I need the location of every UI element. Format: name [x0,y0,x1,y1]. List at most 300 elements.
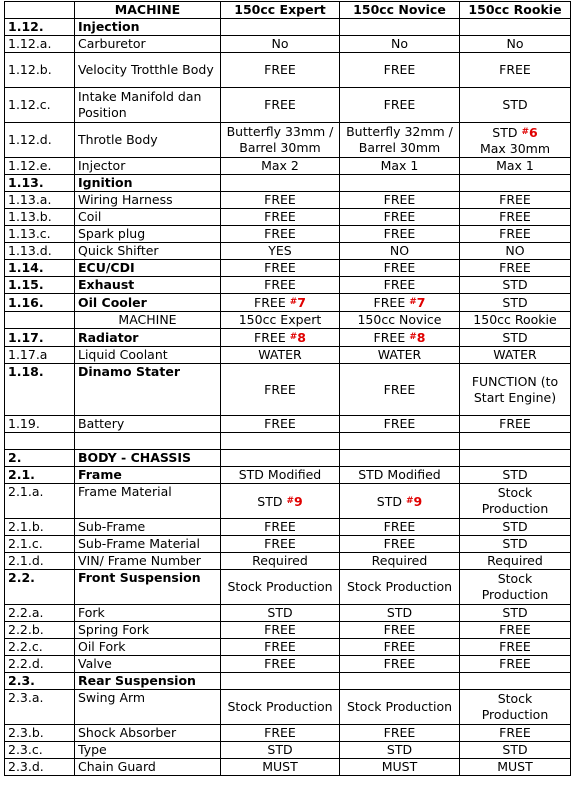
cell-name [75,277,221,294]
cell-text: FREE [254,330,286,345]
cell-rookie [460,226,571,243]
cell-text: FREE [264,62,296,77]
cell-text: Required [487,553,543,568]
cell-text: FREE [383,519,416,534]
table-row [5,209,571,226]
cell-rookie [460,347,571,364]
cell-no [5,433,75,450]
cell-text: FREE [499,62,531,77]
cell-text: FREE [264,209,296,224]
cell-rookie [460,53,571,88]
cell-text: Sub-Frame [78,519,146,534]
cell-no [5,88,75,123]
footnote-number: 8 [416,330,426,345]
cell-name [75,519,221,536]
table-row [5,277,571,294]
footnote-prefix: # [409,332,417,342]
cell-novice [340,364,460,416]
cell-expert [221,570,340,605]
cell-no [5,467,75,484]
cell-text: 2.2.d. [8,656,44,671]
cell-text: FREE [264,226,296,241]
cell-text: Ignition [78,175,133,190]
cell-text: Wiring Harness [78,192,173,207]
cell-text: MUST [497,759,533,774]
cell-expert [221,467,340,484]
cell-text: 1.18. [8,364,44,379]
cell-no [5,622,75,639]
cell-rookie [460,759,571,776]
footnote-number: 9 [413,493,423,509]
cell-text: 2.3.d. [8,759,44,774]
cell-no [5,2,75,19]
cell-text: WATER [493,347,537,362]
cell-no [5,673,75,690]
cell-text: Dinamo Stater [78,364,180,379]
cell-text: 2.1.b. [8,519,44,534]
cell-text: FREE [499,639,531,654]
cell-text: FREE [264,416,296,431]
cell-text: FREE [264,656,296,671]
cell-name [75,656,221,673]
cell-novice [340,536,460,553]
cell-novice [340,467,460,484]
cell-novice [340,725,460,742]
cell-text: 2.2. [8,570,35,585]
cell-novice [340,347,460,364]
table-row [5,88,571,123]
cell-name [75,553,221,570]
cell-text: Spark plug [78,226,146,241]
cell-text: Fork [78,605,105,620]
cell-rookie [460,260,571,277]
cell-text: STD Modified [238,467,322,482]
cell-no [5,36,75,53]
cell-text: FREE [264,536,296,551]
cell-no [5,123,75,158]
cell-expert [221,294,340,312]
cell-name [75,570,221,605]
cell-text: Stock Production [481,691,549,722]
cell-name [75,536,221,553]
cell-text: Front Suspension [78,570,201,585]
cell-text: 1.13. [8,175,44,190]
cell-text: STD [502,536,528,551]
cell-text: Intake Manifold dan Position [78,89,202,120]
table-row [5,519,571,536]
cell-name [75,226,221,243]
table-row [5,622,571,639]
cell-text: FREE [254,295,286,310]
cell-text: 1.12.c. [8,97,51,112]
cell-expert [221,416,340,433]
cell-name [75,639,221,656]
cell-text: FREE [383,277,416,292]
cell-text: Chain Guard [78,759,156,774]
cell-text: 150cc Expert [238,312,322,327]
table-row [5,742,571,759]
cell-novice [340,484,460,519]
cell-novice [340,312,460,329]
cell-name [75,243,221,260]
cell-novice [340,450,460,467]
cell-novice [340,175,460,192]
cell-text: Required [252,553,308,568]
cell-text: FREE [264,260,296,275]
cell-name [75,759,221,776]
cell-text: Injection [78,19,140,34]
cell-text: Velocity Trotthle Body [78,62,214,77]
cell-text: Stock Production [481,485,549,516]
cell-text: Exhaust [78,277,135,292]
cell-text: 1.17.a [8,347,48,362]
cell-rookie [460,277,571,294]
cell-text: 2.3.b. [8,725,44,740]
cell-no [5,742,75,759]
cell-name [75,605,221,622]
cell-text: Spring Fork [78,622,150,637]
cell-text: Stock Production [481,571,549,602]
cell-text: STD [386,742,413,757]
table-row [5,673,571,690]
cell-text: FREE [499,192,531,207]
cell-no [5,312,75,329]
cell-text: STD [502,519,528,534]
cell-text: FREE [264,381,296,397]
cell-novice [340,294,460,312]
cell-text: YES [268,243,292,258]
cell-text: FREE [499,622,531,637]
cell-text: 1.14. [8,260,44,275]
cell-novice [340,570,460,605]
cell-name [75,690,221,725]
cell-novice [340,19,460,36]
cell-novice [340,416,460,433]
cell-text: FREE [383,639,416,654]
cell-name [75,329,221,347]
cell-text: ECU/CDI [78,260,135,275]
cell-text: Type [78,742,107,757]
cell-extra: Max 30mm [479,140,551,156]
cell-name [75,450,221,467]
cell-no [5,536,75,553]
cell-rookie [460,450,571,467]
cell-rookie [460,519,571,536]
cell-no [5,175,75,192]
cell-text: 150cc Expert [234,2,326,17]
cell-rookie [460,639,571,656]
cell-expert [221,519,340,536]
cell-text: 2.1. [8,467,35,482]
table-row [5,329,571,347]
cell-text: Butterfly 32mm / Barrel 30mm [346,124,453,155]
cell-text: Shock Absorber [78,725,177,740]
cell-name [75,175,221,192]
cell-rookie [460,742,571,759]
cell-expert [221,759,340,776]
cell-text: Max 1 [496,158,534,173]
cell-no [5,209,75,226]
cell-expert [221,192,340,209]
footnote-marker [290,330,306,345]
cell-name [75,622,221,639]
cell-no [5,450,75,467]
cell-text: Carburetor [78,36,146,51]
cell-text: Stock Production [346,699,453,714]
cell-expert [221,175,340,192]
cell-name [75,467,221,484]
cell-text: FREE [383,381,416,397]
cell-text: 1.13.c. [8,226,51,241]
cell-name [75,364,221,416]
cell-text: No [271,36,289,51]
cell-text: FREE [499,416,531,431]
table-row [5,53,571,88]
cell-text: FREE [264,622,296,637]
cell-expert [221,742,340,759]
cell-no [5,725,75,742]
cell-no [5,364,75,416]
cell-text: STD [502,294,528,310]
cell-no [5,158,75,175]
cell-text: 1.12.d. [8,132,52,147]
cell-no [5,19,75,36]
cell-expert [221,260,340,277]
cell-rookie [460,673,571,690]
cell-name [75,209,221,226]
cell-novice [340,759,460,776]
cell-rookie [460,2,571,19]
cell-novice [340,209,460,226]
cell-text: STD [502,277,528,292]
cell-text: MACHINE [118,312,177,327]
table-row [5,553,571,570]
table-row [5,175,571,192]
cell-text: BODY - CHASSIS [78,450,191,465]
cell-text: STD [502,467,528,482]
cell-text: 150cc Novice [353,2,446,17]
table-row [5,536,571,553]
cell-rookie [460,536,571,553]
table-row [5,123,571,158]
cell-text: Oil Fork [78,639,126,654]
cell-text: STD [267,605,293,620]
cell-novice [340,656,460,673]
cell-expert [221,312,340,329]
cell-text: 2.1.a. [8,484,44,499]
cell-text: Max 2 [261,158,299,173]
cell-text: FREE [383,536,416,551]
cell-rookie [460,605,571,622]
cell-expert [221,347,340,364]
cell-text: NO [505,243,525,258]
cell-no [5,243,75,260]
cell-text: FREE [383,62,416,77]
cell-expert [221,53,340,88]
cell-text: 1.15. [8,277,44,292]
cell-expert [221,484,340,519]
cell-no [5,329,75,347]
cell-no [5,53,75,88]
table-row [5,450,571,467]
footnote-marker [409,330,425,345]
cell-no [5,656,75,673]
cell-name [75,88,221,123]
footnote-number: 7 [416,295,426,310]
cell-no [5,553,75,570]
table-row [5,690,571,725]
cell-rookie [460,622,571,639]
cell-name [75,2,221,19]
cell-text: Stock Production [227,699,333,714]
cell-rookie [460,88,571,123]
cell-expert [221,725,340,742]
cell-text: Sub-Frame Material [78,536,201,551]
cell-name [75,347,221,364]
table-row [5,656,571,673]
cell-no [5,605,75,622]
cell-expert [221,243,340,260]
table-row [5,294,571,312]
cell-text: Stock Production [227,579,333,594]
table-row [5,19,571,36]
table-row [5,605,571,622]
table-row [5,364,571,416]
cell-text: FREE [264,519,296,534]
cell-name [75,312,221,329]
cell-text: 2.1.d. [8,553,44,568]
cell-text: Quick Shifter [78,243,159,258]
table-row [5,36,571,53]
footnote-marker [409,295,425,310]
cell-text: 1.12.b. [8,62,52,77]
cell-rookie [460,123,571,158]
table-row [5,725,571,742]
cell-novice [340,277,460,294]
table-row [5,158,571,175]
footnote-prefix: # [405,495,414,506]
cell-no [5,260,75,277]
cell-rookie [460,312,571,329]
cell-text: FREE [383,97,416,112]
cell-text: 1.13.a. [8,192,52,207]
cell-name [75,433,221,450]
cell-novice [340,639,460,656]
cell-expert [221,690,340,725]
table-row [5,243,571,260]
cell-expert [221,622,340,639]
cell-text: 150cc Rookie [473,312,557,327]
cell-novice [340,123,460,158]
cell-expert [221,656,340,673]
footnote-marker [286,494,302,509]
cell-text: No [506,36,524,51]
cell-novice [340,2,460,19]
cell-text: 2.3.c. [8,742,43,757]
header-row [5,2,571,19]
cell-text: 2. [8,450,22,465]
cell-no [5,294,75,312]
cell-name [75,742,221,759]
footnote-marker [406,494,422,509]
cell-no [5,639,75,656]
cell-name [75,123,221,158]
spec-table-body [5,2,571,776]
cell-name [75,192,221,209]
cell-no [5,484,75,519]
cell-rookie [460,175,571,192]
cell-expert [221,605,340,622]
cell-text: Coil [78,209,102,224]
table-row [5,433,571,450]
cell-text: 1.12.a. [8,36,52,51]
cell-novice [340,36,460,53]
footnote-number: 7 [297,295,306,310]
cell-expert [221,364,340,416]
cell-text: Radiator [78,329,139,345]
cell-text: STD [502,329,528,345]
cell-text: FREE [264,725,296,740]
footnote-prefix: # [286,495,295,506]
cell-rookie [460,329,571,347]
cell-text: STD [502,97,528,112]
cell-text: FREE [373,330,406,345]
cell-no [5,759,75,776]
cell-text: FREE [264,277,296,292]
cell-text: MUST [262,759,298,774]
cell-text: NO [389,243,410,258]
cell-rookie [460,243,571,260]
cell-text: MUST [381,759,418,774]
cell-text: Required [371,553,428,568]
cell-text: FREE [383,725,416,740]
cell-novice [340,553,460,570]
cell-no [5,347,75,364]
footnote-marker [290,295,306,310]
cell-text: 1.17. [8,329,44,345]
cell-text: FREE [499,209,531,224]
cell-rookie [460,570,571,605]
cell-text: STD [386,605,413,620]
cell-rookie [460,433,571,450]
cell-expert [221,209,340,226]
spec-table [4,1,571,776]
cell-text: STD [267,742,293,757]
cell-expert [221,123,340,158]
cell-novice [340,605,460,622]
cell-expert [221,536,340,553]
cell-text: 1.13.b. [8,209,52,224]
cell-expert [221,19,340,36]
footnote-number: 8 [297,330,306,345]
cell-expert [221,277,340,294]
cell-text: Valve [78,656,112,671]
cell-novice [340,53,460,88]
cell-rookie [460,36,571,53]
cell-rookie [460,484,571,519]
cell-text: Max 1 [380,158,419,173]
footnote-number: 6 [529,124,538,140]
cell-text: FREE [264,97,296,112]
cell-name [75,416,221,433]
cell-text: WATER [258,347,302,362]
cell-text: 2.2.b. [8,622,44,637]
cell-text: FREE [383,192,416,207]
cell-text: FREE [383,416,416,431]
table-row [5,226,571,243]
cell-text: Frame [78,467,122,482]
cell-text: Stock Production [346,579,453,594]
